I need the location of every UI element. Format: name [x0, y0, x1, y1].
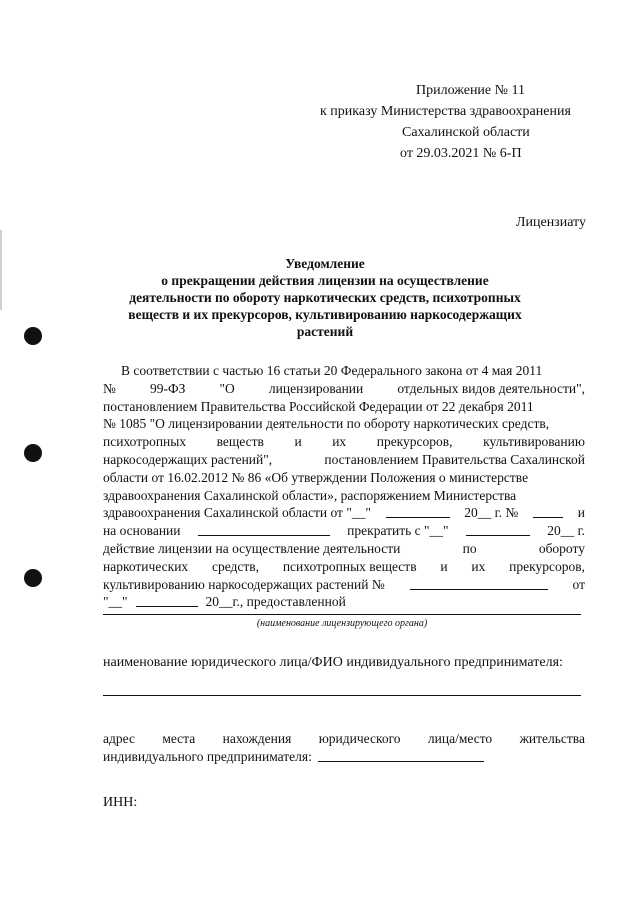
body-text: № 1085 "О лицензировании деятельности по обороту наркотических средств, [103, 416, 550, 432]
body-text: области от 16.02.2012 № 86 «Об утверждении Положения о министерстве [103, 469, 529, 485]
appendix-header [320, 80, 590, 164]
body-text: прекурсоров, [509, 558, 585, 574]
body-text: их [471, 558, 486, 574]
body-text: здравоохранения Сахалинской области», распоряжением Министерства [103, 487, 517, 503]
title-line: веществ и их прекурсоров, культивированию наркосодержащих [128, 307, 522, 322]
body-line [103, 433, 585, 451]
licensing-authority-line[interactable] [103, 614, 581, 615]
address-text: места [162, 731, 196, 746]
entity-name-label: наименование юридического лица/ФИО индивидуального предпринимателя: [103, 655, 563, 670]
appendix-number: Приложение № 11 [416, 83, 525, 98]
body-line [103, 380, 585, 398]
body-line [103, 469, 585, 487]
body-text: 99-ФЗ [150, 380, 186, 396]
body-line [103, 593, 585, 611]
body-text: их [332, 434, 347, 450]
body-line [103, 362, 585, 380]
body-text: здравоохранения Сахалинской области от "__" [103, 505, 371, 521]
address-text: адрес [103, 731, 135, 746]
title-line: деятельности по обороту наркотических средств, психотропных [129, 290, 521, 305]
body-text: постановлением Правительства Российской Федерации от 22 декабря 2011 [103, 398, 534, 414]
body-text: и [577, 505, 585, 521]
address-label: индивидуального предпринимателя: [103, 749, 312, 764]
body-text: наркотических [103, 558, 189, 574]
body-text: 20__ г. № [464, 505, 519, 521]
body-line [103, 451, 585, 469]
address-text: жительства [519, 731, 585, 746]
blank-field[interactable] [386, 504, 450, 518]
inn-label: ИНН: [103, 795, 138, 810]
scan-edge-mark [0, 230, 2, 310]
punch-hole [24, 569, 42, 587]
appendix-region: Сахалинской области [402, 125, 530, 140]
body-text: "__" [103, 594, 128, 610]
blank-field[interactable] [410, 576, 548, 590]
address-text: лица/место [427, 731, 493, 746]
address-text: нахождения [222, 731, 292, 746]
body-text: 20__ г. [547, 523, 585, 539]
body-text: от [572, 576, 585, 592]
body-line [103, 540, 585, 558]
body-line [103, 487, 585, 505]
body-text: постановлением Правительства Сахалинской [324, 451, 585, 467]
address-block [103, 730, 585, 766]
body-text: лицензировании [268, 380, 364, 396]
body-line [103, 522, 585, 540]
blank-field[interactable] [136, 593, 198, 607]
title-line: о прекращении действия лицензии на осуществление [161, 273, 489, 288]
document-title [100, 255, 550, 340]
punch-hole [24, 327, 42, 345]
body-text: веществ [216, 434, 264, 450]
notice-body [103, 362, 585, 611]
address-text: юридического [318, 731, 401, 746]
body-line [103, 576, 585, 594]
body-text: № [103, 380, 116, 396]
body-text: В соответствии с частью 16 статьи 20 Федерального закона от 4 мая 2011 [121, 363, 543, 378]
body-text: психотропных веществ [282, 558, 417, 574]
appendix-order: к приказу Министерства здравоохранения [320, 104, 571, 119]
addressee: Лицензиату [516, 215, 586, 230]
punch-hole [24, 444, 42, 462]
body-text: и [440, 558, 448, 574]
body-text: и [294, 434, 302, 450]
body-text: прекурсоров, [376, 434, 453, 450]
appendix-date: от 29.03.2021 № 6-П [400, 146, 522, 161]
body-text: психотропных [103, 434, 187, 450]
body-text: 20__г., предоставленной [205, 594, 346, 610]
body-text: прекратить с "__" [347, 523, 449, 539]
body-text: наркосодержащих растений", [103, 451, 273, 467]
body-line [103, 558, 585, 576]
body-line [103, 504, 585, 522]
licensing-authority-caption: (наименование лицензирующего органа) [256, 618, 428, 629]
body-line [103, 415, 585, 433]
body-text: культивированию [483, 434, 585, 450]
body-text: обороту [538, 540, 585, 556]
blank-field[interactable] [466, 522, 530, 536]
body-text: "О [219, 380, 235, 396]
body-text: на основании [103, 523, 181, 539]
address-line [103, 730, 585, 748]
title-line: Уведомление [285, 256, 365, 271]
blank-field[interactable] [533, 504, 563, 518]
title-line: растений [296, 324, 354, 339]
body-text: культивированию наркосодержащих растений № [103, 576, 385, 592]
body-text: действие лицензии на осуществление деятельности [103, 540, 401, 556]
address-line [103, 748, 585, 766]
entity-name-line[interactable] [103, 695, 581, 696]
body-text: по [462, 540, 477, 556]
body-text: средств, [211, 558, 260, 574]
body-line [103, 398, 585, 416]
body-text: отдельных видов деятельности", [397, 380, 585, 396]
blank-field[interactable] [198, 522, 330, 536]
address-field[interactable] [318, 748, 484, 762]
